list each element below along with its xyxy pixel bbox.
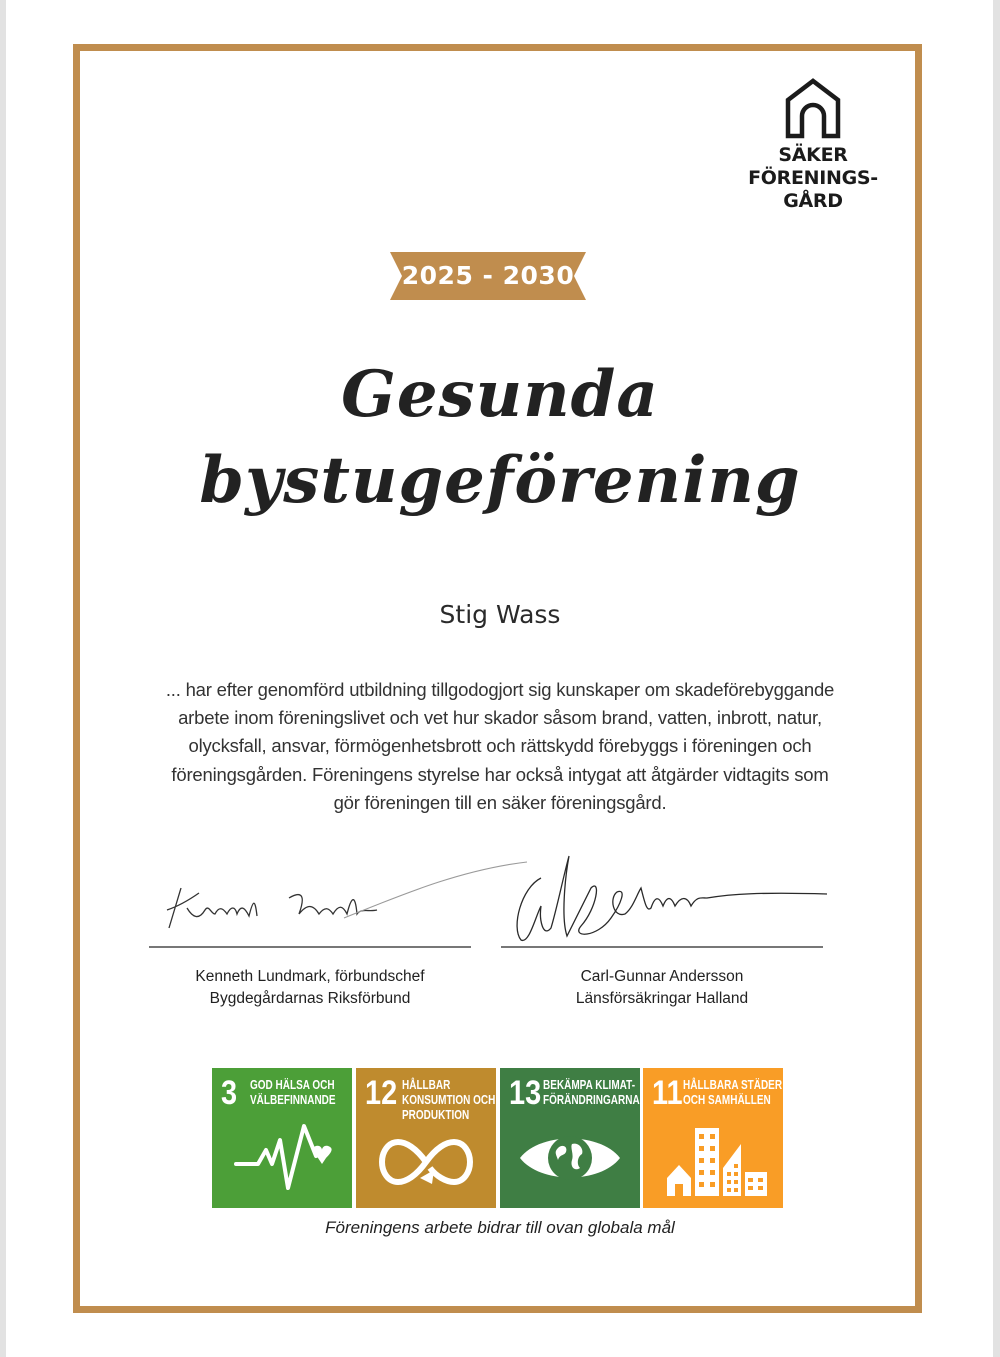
signer-org: Bygdegårdarnas Riksförbund	[209, 990, 411, 1007]
title-line-2: bystugeförening	[199, 443, 801, 518]
body-line: ... har efter genomförd utbildning tillgodogjort sig kunskaper om skadeförebyggande	[165, 679, 835, 700]
house-icon	[784, 78, 842, 140]
saker-foreningsgard-logo	[738, 78, 888, 213]
period-banner	[390, 252, 586, 300]
sdg-number: 13	[509, 1074, 542, 1112]
sdg-goals-row	[212, 1068, 784, 1208]
body-line: gör föreningen till en säker föreningsgård.	[333, 791, 667, 813]
title-line-1: Gesunda	[341, 357, 659, 432]
handwritten-signature-lundmark	[149, 848, 529, 948]
sdg-label-line: BEKÄMPA KLIMAT-	[543, 1078, 636, 1092]
sdg-goal-3	[212, 1068, 352, 1208]
certificate-title	[150, 352, 850, 524]
signature-line	[149, 946, 471, 948]
logo-line-3: GÅRD	[783, 190, 843, 212]
sdg-footnote: Föreningens arbete bidrar till ovan globala mål	[325, 1218, 675, 1237]
sdg-goal-12	[356, 1068, 496, 1208]
sdg-label-line: FÖRÄNDRINGARNA	[543, 1093, 640, 1107]
handwritten-signature-andersson	[501, 848, 831, 948]
city-icon	[643, 1068, 783, 1208]
signer-name: Kenneth Lundmark, förbundschef	[195, 968, 425, 985]
sdg-number: 12	[365, 1074, 398, 1112]
recipient-name: Stig Wass	[439, 600, 561, 629]
heartbeat-icon	[212, 1068, 352, 1208]
sdg-number: 3	[221, 1074, 238, 1112]
infinity-icon	[356, 1068, 496, 1208]
sdg-label-line: HÅLLBAR	[402, 1078, 451, 1092]
signature-line	[501, 946, 823, 948]
page-edge-left	[0, 0, 6, 1357]
sdg-label-line: HÅLLBARA STÄDER	[683, 1078, 783, 1092]
sdg-goal-13	[500, 1068, 640, 1208]
body-line: olycksfall, ansvar, förmögenhetsbrott och rättskydd förebyggs i föreningen och	[188, 735, 812, 757]
sdg-label-line: GOD HÄLSA OCH	[250, 1078, 335, 1092]
sdg-label-line: OCH SAMHÄLLEN	[683, 1093, 771, 1107]
signer-left-info	[149, 966, 471, 1010]
body-line: föreningsgården. Föreningens styrelse har också intygat att åtgärder vidtagits som	[171, 763, 829, 785]
sdg-number: 11	[652, 1074, 683, 1112]
certificate-body	[140, 676, 860, 817]
sdg-goal-11	[643, 1068, 783, 1208]
sdg-label-line: VÄLBEFINNANDE	[250, 1093, 336, 1107]
signer-right-info	[501, 966, 823, 1010]
signer-name: Carl-Gunnar Andersson	[580, 968, 744, 985]
logo-line-1: SÄKER	[778, 144, 848, 166]
signature-right	[501, 848, 823, 948]
signer-org: Länsförsäkringar Halland	[575, 990, 749, 1007]
sdg-label-line: KONSUMTION OCH	[402, 1093, 496, 1107]
sdg-label-line: PRODUKTION	[402, 1108, 470, 1122]
page-edge-right	[993, 0, 1000, 1357]
logo-line-2: FÖRENINGS-	[748, 167, 878, 189]
period-text: 2025 - 2030	[401, 261, 575, 290]
eye-globe-icon	[500, 1068, 640, 1208]
body-line: arbete inom föreningslivet och vet hur skador såsom brand, vatten, inbrott, natur,	[178, 707, 822, 729]
signature-left	[149, 848, 471, 948]
